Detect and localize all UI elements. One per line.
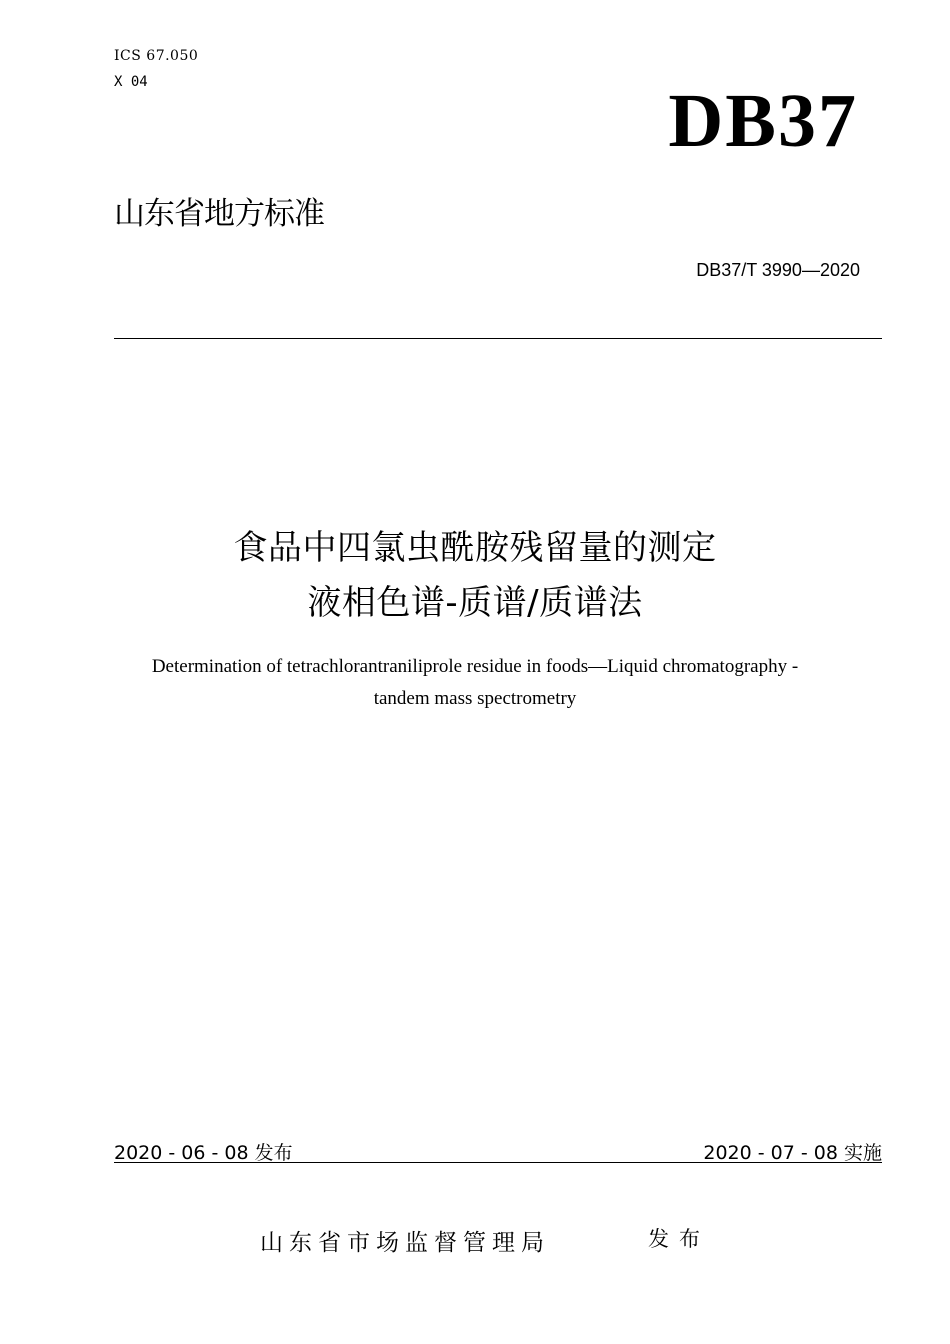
classification-code: X 04: [114, 74, 148, 90]
standard-number: DB37/T 3990—2020: [696, 260, 860, 280]
bottom-divider: [114, 1162, 882, 1163]
ics-code: ICS 67.050: [114, 48, 199, 64]
english-title-line-2: tandem mass spectrometry: [373, 688, 577, 709]
publish-label: 发布: [648, 1227, 710, 1251]
english-title-line-1: Determination of tetrachlorantraniliprole residue in foods—Liquid chromatography -: [151, 656, 799, 677]
top-divider: [114, 338, 882, 339]
db37-logo: DB37: [668, 79, 858, 163]
title-line-2: 液相色谱-质谱/质谱法: [307, 583, 643, 623]
title-line-1: 食品中四氯虫酰胺残留量的测定: [233, 528, 717, 568]
issuing-authority: 山东省市场监督管理局: [260, 1230, 550, 1256]
issue-date: 2020 - 06 - 08 发布: [114, 1142, 293, 1164]
implementation-date: 2020 - 07 - 08 实施: [703, 1142, 882, 1164]
standard-type: 山东省地方标准: [114, 196, 324, 232]
